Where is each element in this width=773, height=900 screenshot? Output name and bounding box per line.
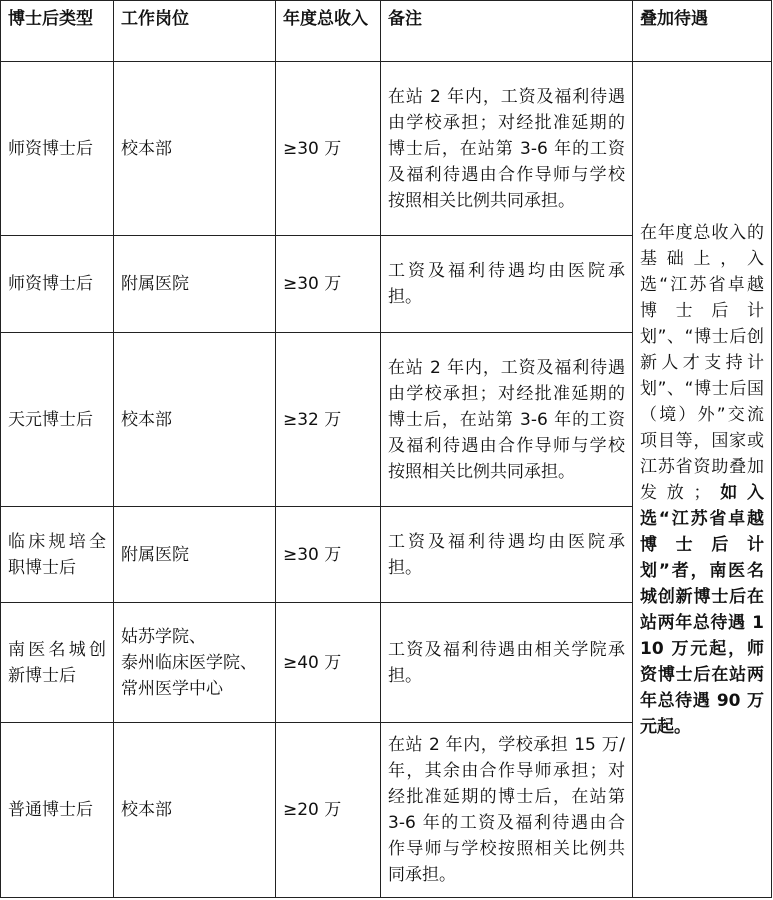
cell-note: 在站 2 年内，工资及福利待遇由学校承担；对经批准延期的博士后，在站第 3-6 年的工资及福利待遇由合作导师与学校按照相关比例共同承担。 bbox=[381, 333, 633, 507]
cell-type: 南医名城创新博士后 bbox=[1, 603, 114, 723]
cell-type: 普通博士后 bbox=[1, 723, 114, 898]
cell-income: ≥30 万 bbox=[276, 236, 381, 333]
header-note: 备注 bbox=[381, 1, 633, 62]
cell-position: 校本部 bbox=[114, 723, 276, 898]
cell-note: 工资及福利待遇由相关学院承担。 bbox=[381, 603, 633, 723]
cell-type: 师资博士后 bbox=[1, 62, 114, 236]
extra-bold-text: 如入选“江苏省卓越博士后计划”者，南医名城创新博士后在站两年总待遇 110 万元起，师资博士后在站两年总待遇 90 万元起。 bbox=[640, 482, 764, 737]
cell-type: 临床规培全职博士后 bbox=[1, 507, 114, 603]
position-line: 姑苏学院、 bbox=[121, 626, 206, 647]
cell-note: 在站 2 年内，学校承担 15 万/年，其余由合作导师承担；对经批准延期的博士后，在站第 3-6 年的工资及福利待遇由合作导师与学校按照相关比例共同承担。 bbox=[381, 723, 633, 898]
cell-note: 工资及福利待遇均由医院承担。 bbox=[381, 236, 633, 333]
header-income: 年度总收入 bbox=[276, 1, 381, 62]
cell-position bbox=[114, 603, 276, 723]
header-extra: 叠加待遇 bbox=[633, 1, 772, 62]
header-row bbox=[1, 1, 772, 62]
cell-position: 校本部 bbox=[114, 333, 276, 507]
position-line: 常州医学中心 bbox=[121, 678, 223, 699]
cell-note: 工资及福利待遇均由医院承担。 bbox=[381, 507, 633, 603]
cell-type: 师资博士后 bbox=[1, 236, 114, 333]
table-row bbox=[1, 62, 772, 236]
cell-income: ≥30 万 bbox=[276, 62, 381, 236]
cell-position: 校本部 bbox=[114, 62, 276, 236]
cell-note: 在站 2 年内，工资及福利待遇由学校承担；对经批准延期的博士后，在站第 3-6 年的工资及福利待遇由合作导师与学校按照相关比例共同承担。 bbox=[381, 62, 633, 236]
cell-income: ≥20 万 bbox=[276, 723, 381, 898]
header-position: 工作岗位 bbox=[114, 1, 276, 62]
cell-type: 天元博士后 bbox=[1, 333, 114, 507]
extra-normal-text: 在年度总收入的基础上，入选“江苏省卓越博士后计划”、“博士后创新人才支持计划”、“博士后国（境）外”交流项目等，国家或江苏省资助叠加发放； bbox=[640, 222, 764, 503]
position-line: 泰州临床医学院、 bbox=[121, 652, 257, 673]
cell-position: 附属医院 bbox=[114, 507, 276, 603]
cell-extra-benefits bbox=[633, 62, 772, 898]
cell-income: ≥40 万 bbox=[276, 603, 381, 723]
cell-position: 附属医院 bbox=[114, 236, 276, 333]
cell-income: ≥30 万 bbox=[276, 507, 381, 603]
header-type: 博士后类型 bbox=[1, 1, 114, 62]
cell-income: ≥32 万 bbox=[276, 333, 381, 507]
